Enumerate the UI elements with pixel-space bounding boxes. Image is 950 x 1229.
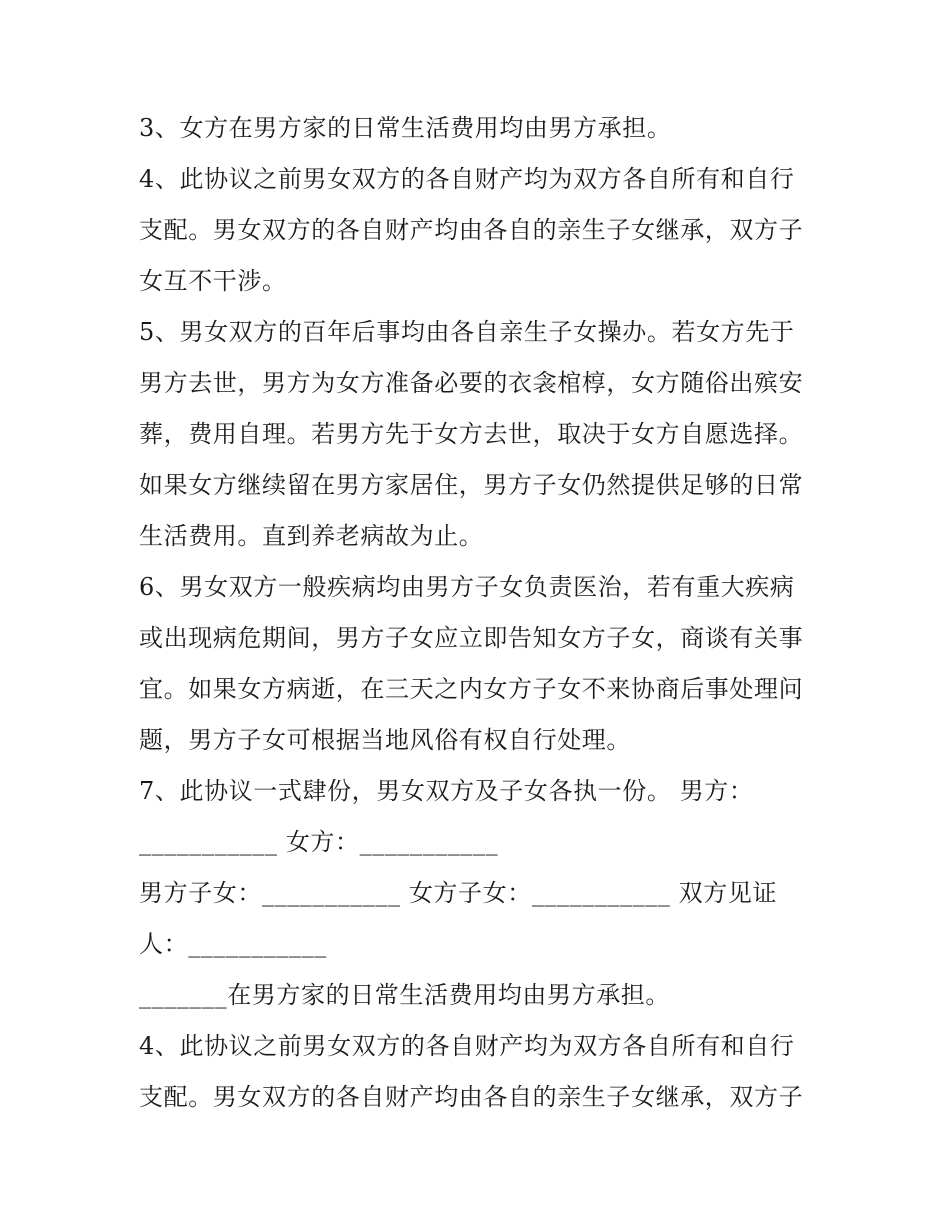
text-line: 男方去世，男方为女方准备必要的衣衾棺椁，女方随俗出殡安 — [139, 369, 804, 397]
text-line: 题，男方子女可根据当地风俗有权自行处理。 — [139, 726, 631, 754]
text-line: 宜。如果女方病逝，在三天之内女方子女不来协商后事处理问 — [139, 675, 804, 703]
signature-line: ___________ 女方：___________ — [139, 828, 499, 856]
document-body — [139, 103, 829, 1123]
text-line: 6、男女双方一般疾病均由男方子女负责医治，若有重大疾病 — [139, 573, 795, 601]
text-line: 葬，费用自理。若男方先于女方去世，取决于女方自愿选择。 — [139, 420, 804, 448]
text-line: 4、此协议之前男女双方的各自财产均为双方各自所有和自行 — [139, 165, 795, 193]
text-line: 支配。男女双方的各自财产均由各自的亲生子女继承，双方子 — [139, 1083, 804, 1111]
signature-line: 男方子女：___________ 女方子女：___________ 双方见证 — [139, 879, 778, 907]
text-line: 或出现病危期间，男方子女应立即告知女方子女，商谈有关事 — [139, 624, 804, 652]
text-line: 7、此协议一式肆份，男女双方及子女各执一份。 男方： — [139, 777, 754, 805]
text-line: 生活费用。直到养老病故为止。 — [139, 522, 484, 550]
text-line: 支配。男女双方的各自财产均由各自的亲生子女继承，双方子 — [139, 216, 804, 244]
text-line: _______在男方家的日常生活费用均由男方承担。 — [139, 981, 670, 1009]
text-line: 4、此协议之前男女双方的各自财产均为双方各自所有和自行 — [139, 1032, 795, 1060]
text-line: 3、女方在男方家的日常生活费用均由男方承担。 — [139, 114, 672, 142]
text-line: 如果女方继续留在男方家居住，男方子女仍然提供足够的日常 — [139, 471, 804, 499]
signature-line: 人：___________ — [139, 930, 327, 958]
text-line: 女互不干涉。 — [139, 267, 287, 295]
text-line: 5、男女双方的百年后事均由各自亲生子女操办。若女方先于 — [139, 318, 795, 346]
